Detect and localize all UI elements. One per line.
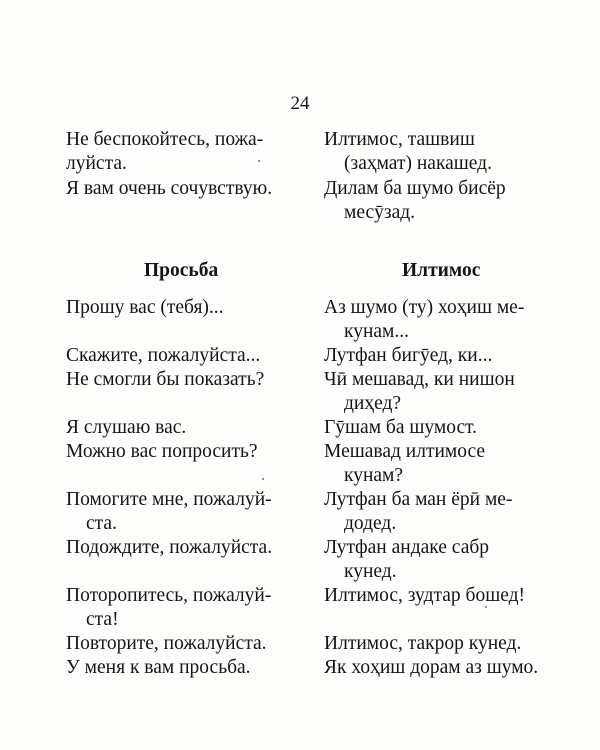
right-line: Лутфан ба ман ёрӣ ме-: [324, 489, 513, 510]
right-line: месӯзад.: [344, 202, 416, 223]
left-line: Прошу вас (тебя)...: [66, 297, 224, 318]
left-line: Можно вас попросить?: [66, 441, 258, 462]
right-line: Дилам ба шумо бисёр: [324, 178, 506, 199]
right-line: Гӯшам ба шумост.: [324, 417, 478, 438]
left-section-heading: Просьба: [144, 260, 219, 281]
right-line: Лутфан андаке сабр: [324, 537, 490, 558]
left-line: Не смогли бы показать?: [66, 369, 265, 390]
scan-speck: [258, 160, 260, 162]
right-line: Лутфан бигӯед, ки...: [324, 345, 493, 366]
left-line: Поторопитесь, пожалуй-: [66, 585, 272, 606]
left-line: Повторите, пожалуйста.: [66, 633, 267, 654]
right-line: Илтимос, ташвиш: [324, 129, 475, 150]
right-line: додед.: [344, 513, 397, 534]
right-line: Чӣ мешавад, ки нишон: [324, 369, 515, 390]
right-section-heading: Илтимос: [402, 260, 481, 281]
left-line: Подождите, пожалуйста.: [66, 537, 273, 558]
right-line: Мешавад илтимосе: [324, 441, 486, 462]
left-line: луйста.: [66, 153, 127, 174]
right-line: Илтимос, такрор кунед.: [324, 633, 522, 654]
right-line: (заҳмат) накашед.: [344, 153, 492, 174]
left-line: Я слушаю вас.: [66, 417, 187, 438]
left-line: ста!: [86, 609, 119, 630]
left-line: Я вам очень сочувствую.: [66, 178, 273, 199]
page-number: 24: [290, 93, 310, 114]
right-line: диҳед?: [344, 393, 402, 414]
right-line: Як хоҳиш дорам аз шумо.: [324, 657, 539, 678]
scan-speck: [262, 478, 264, 480]
left-line: Не беспокойтесь, пожа-: [66, 129, 264, 150]
right-line: кунед.: [344, 561, 397, 582]
scan-speck: [485, 606, 487, 608]
left-line: Скажите, пожалуйста...: [66, 345, 261, 366]
left-line: У меня к вам просьба.: [66, 657, 251, 678]
right-line: кунам...: [344, 321, 410, 342]
left-line: ста.: [86, 513, 117, 534]
right-line: кунам?: [344, 465, 404, 486]
right-line: Аз шумо (ту) хоҳиш ме-: [324, 297, 525, 318]
left-line: Помогите мне, пожалуй-: [66, 489, 272, 510]
right-line: Илтимос, зудтар бошед!: [324, 585, 526, 606]
